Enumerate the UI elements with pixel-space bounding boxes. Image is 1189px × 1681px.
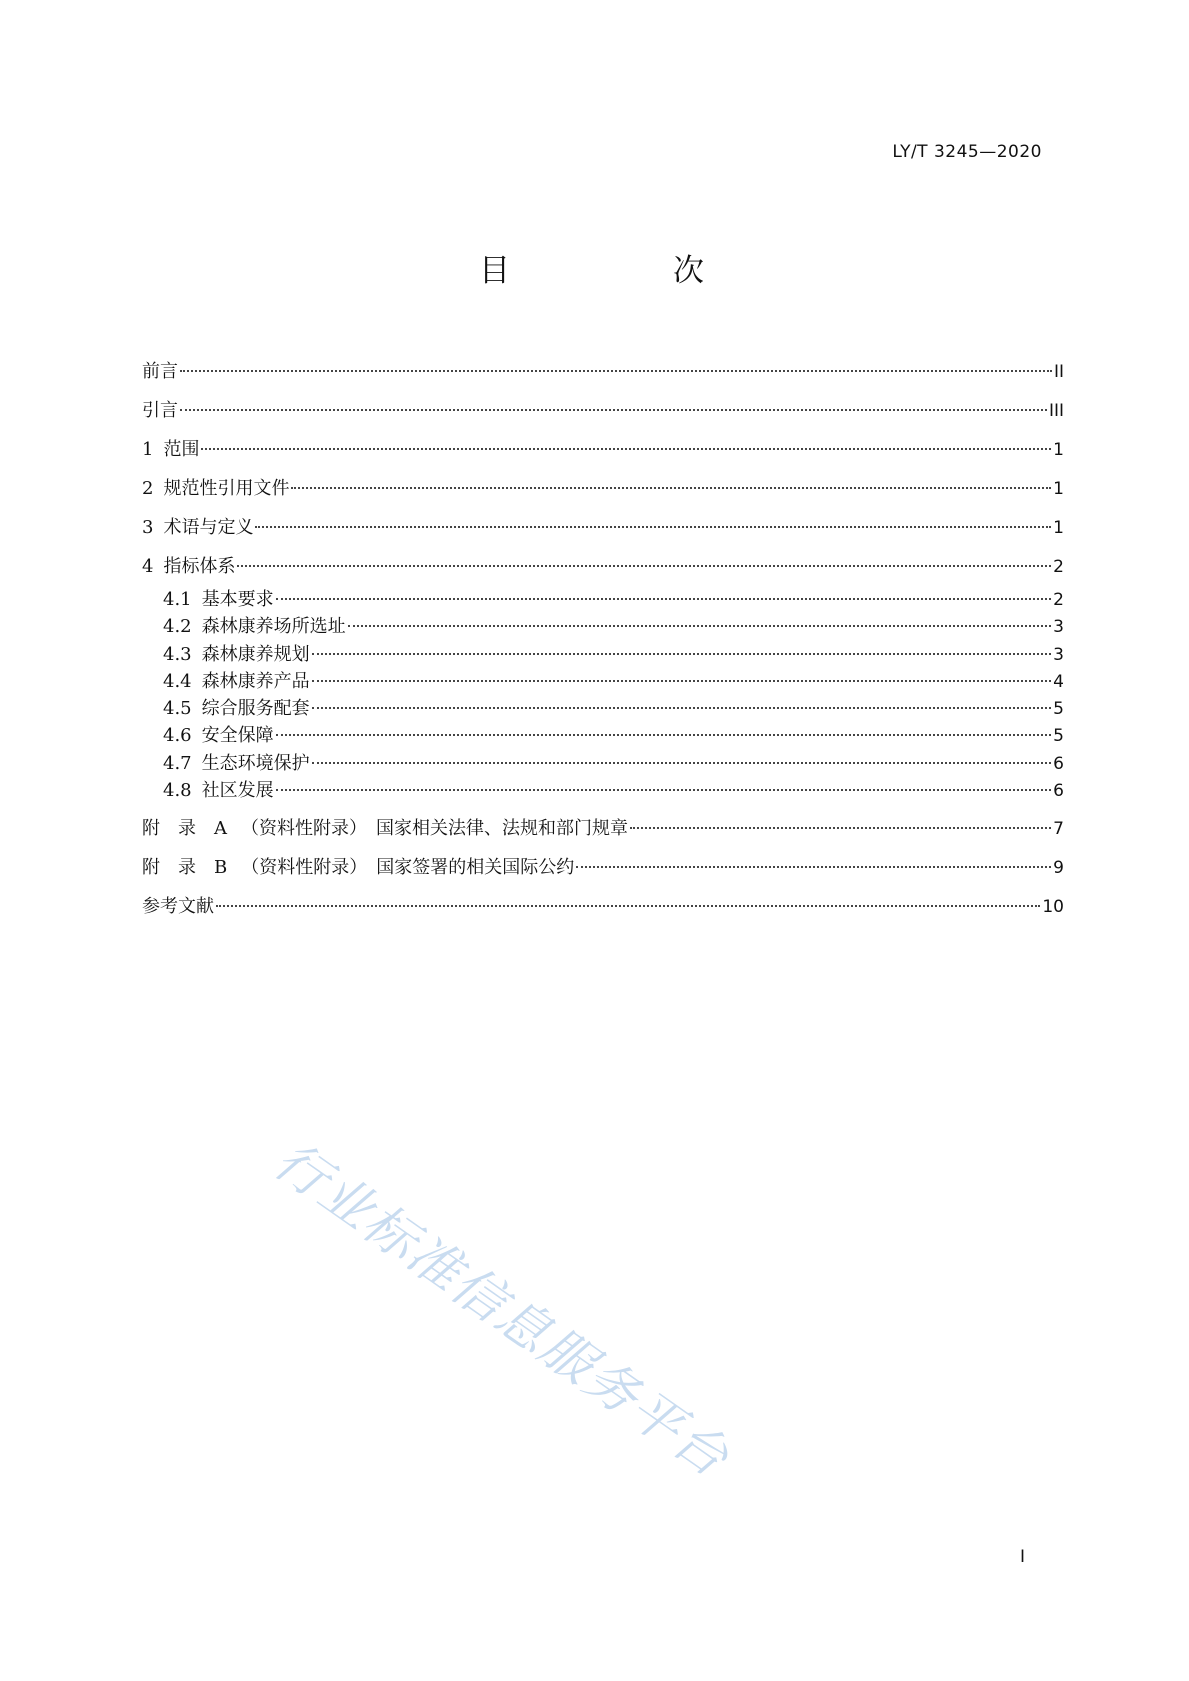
toc-number: 4.2 [163, 616, 192, 638]
table-of-contents [142, 352, 1064, 926]
dot-leader [237, 565, 1051, 567]
toc-label: （资料性附录） 国家签署的相关国际公约 [241, 857, 575, 879]
dot-leader [201, 448, 1051, 450]
toc-entry-appendix-b[interactable] [142, 848, 1064, 887]
toc-entry-foreword[interactable] [142, 352, 1064, 391]
dot-leader [180, 409, 1047, 411]
toc-label: 规范性引用文件 [163, 478, 290, 499]
toc-entry-bibliography[interactable] [142, 887, 1064, 926]
toc-number: 1 [142, 439, 154, 460]
toc-number: 4.7 [163, 752, 192, 774]
toc-page: 3 [1053, 617, 1064, 638]
toc-page: III [1048, 401, 1064, 421]
toc-page: 1 [1053, 440, 1064, 460]
dot-leader [312, 762, 1052, 764]
dot-leader [276, 598, 1052, 600]
dot-leader [348, 625, 1052, 627]
toc-page: 1 [1053, 479, 1064, 499]
toc-number: 4 [142, 556, 154, 577]
toc-page: 5 [1053, 726, 1064, 747]
toc-label: 森林康养产品 [201, 670, 310, 692]
toc-label: 基本要求 [201, 589, 274, 610]
toc-entry-4-7[interactable] [142, 750, 1064, 777]
toc-entry-terms[interactable] [142, 508, 1064, 547]
toc-label: 术语与定义 [163, 517, 254, 538]
toc-page: 2 [1053, 557, 1064, 577]
toc-entry-normative-references[interactable] [142, 469, 1064, 508]
dot-leader [312, 707, 1052, 709]
toc-entry-4-6[interactable] [142, 722, 1064, 749]
toc-number: 4.5 [163, 698, 192, 720]
toc-number: 2 [142, 478, 154, 499]
dot-leader [576, 866, 1051, 868]
dot-leader [312, 653, 1052, 655]
toc-entry-4-1[interactable] [142, 586, 1064, 613]
toc-page: 6 [1053, 753, 1064, 774]
toc-entry-scope[interactable] [142, 430, 1064, 469]
dot-leader [276, 734, 1052, 736]
toc-number: 4.4 [163, 670, 192, 692]
toc-entry-appendix-a[interactable] [142, 809, 1064, 848]
toc-label: 范围 [163, 439, 200, 460]
footer-page-number: I [1020, 1547, 1026, 1567]
toc-entry-4-8[interactable] [142, 777, 1064, 804]
toc-entry-introduction[interactable] [142, 391, 1064, 430]
toc-number: 4.1 [163, 589, 192, 610]
toc-number: 4.3 [163, 643, 192, 665]
toc-page: 3 [1053, 644, 1064, 665]
toc-page: 2 [1053, 590, 1064, 610]
toc-appendix-prefix: 附 录 B [142, 857, 228, 879]
toc-page: 4 [1053, 671, 1064, 692]
toc-label: 参考文献 [142, 896, 214, 918]
dot-leader [312, 680, 1052, 682]
dot-leader [291, 487, 1051, 489]
toc-label: （资料性附录） 国家相关法律、法规和部门规章 [241, 818, 628, 840]
toc-number: 4.8 [163, 780, 192, 802]
toc-entry-4-3[interactable] [142, 641, 1064, 668]
toc-entry-4-2[interactable] [142, 613, 1064, 640]
dot-leader [216, 905, 1040, 907]
toc-appendix-prefix: 附 录 A [142, 818, 227, 840]
toc-label: 安全保障 [201, 725, 274, 747]
toc-label: 前言 [142, 361, 178, 382]
toc-label: 森林康养场所选址 [201, 616, 346, 638]
toc-page: 7 [1053, 819, 1064, 840]
toc-entry-indicator-system[interactable] [142, 547, 1064, 586]
toc-page: 10 [1042, 897, 1064, 918]
watermark: 行业标准信息服务平台 [263, 1130, 740, 1490]
dot-leader [276, 789, 1052, 791]
dot-leader [255, 526, 1051, 528]
toc-page: II [1053, 362, 1064, 382]
toc-page: 1 [1053, 518, 1064, 538]
toc-label: 综合服务配套 [201, 698, 310, 720]
toc-entry-4-4[interactable] [142, 668, 1064, 695]
toc-label: 引言 [142, 400, 178, 421]
toc-label: 生态环境保护 [201, 752, 310, 774]
dot-leader [180, 370, 1052, 372]
toc-label: 森林康养规划 [201, 643, 310, 665]
standard-code: LY/T 3245—2020 [892, 142, 1042, 162]
toc-label: 社区发展 [201, 780, 274, 802]
toc-page: 6 [1053, 781, 1064, 802]
toc-page: 9 [1053, 858, 1064, 879]
toc-number: 4.6 [163, 725, 192, 747]
toc-entry-4-5[interactable] [142, 695, 1064, 722]
toc-label: 指标体系 [163, 556, 236, 577]
dot-leader [630, 827, 1051, 829]
page-title: 目 次 [479, 253, 770, 289]
toc-number: 3 [142, 517, 154, 538]
toc-page: 5 [1053, 699, 1064, 720]
